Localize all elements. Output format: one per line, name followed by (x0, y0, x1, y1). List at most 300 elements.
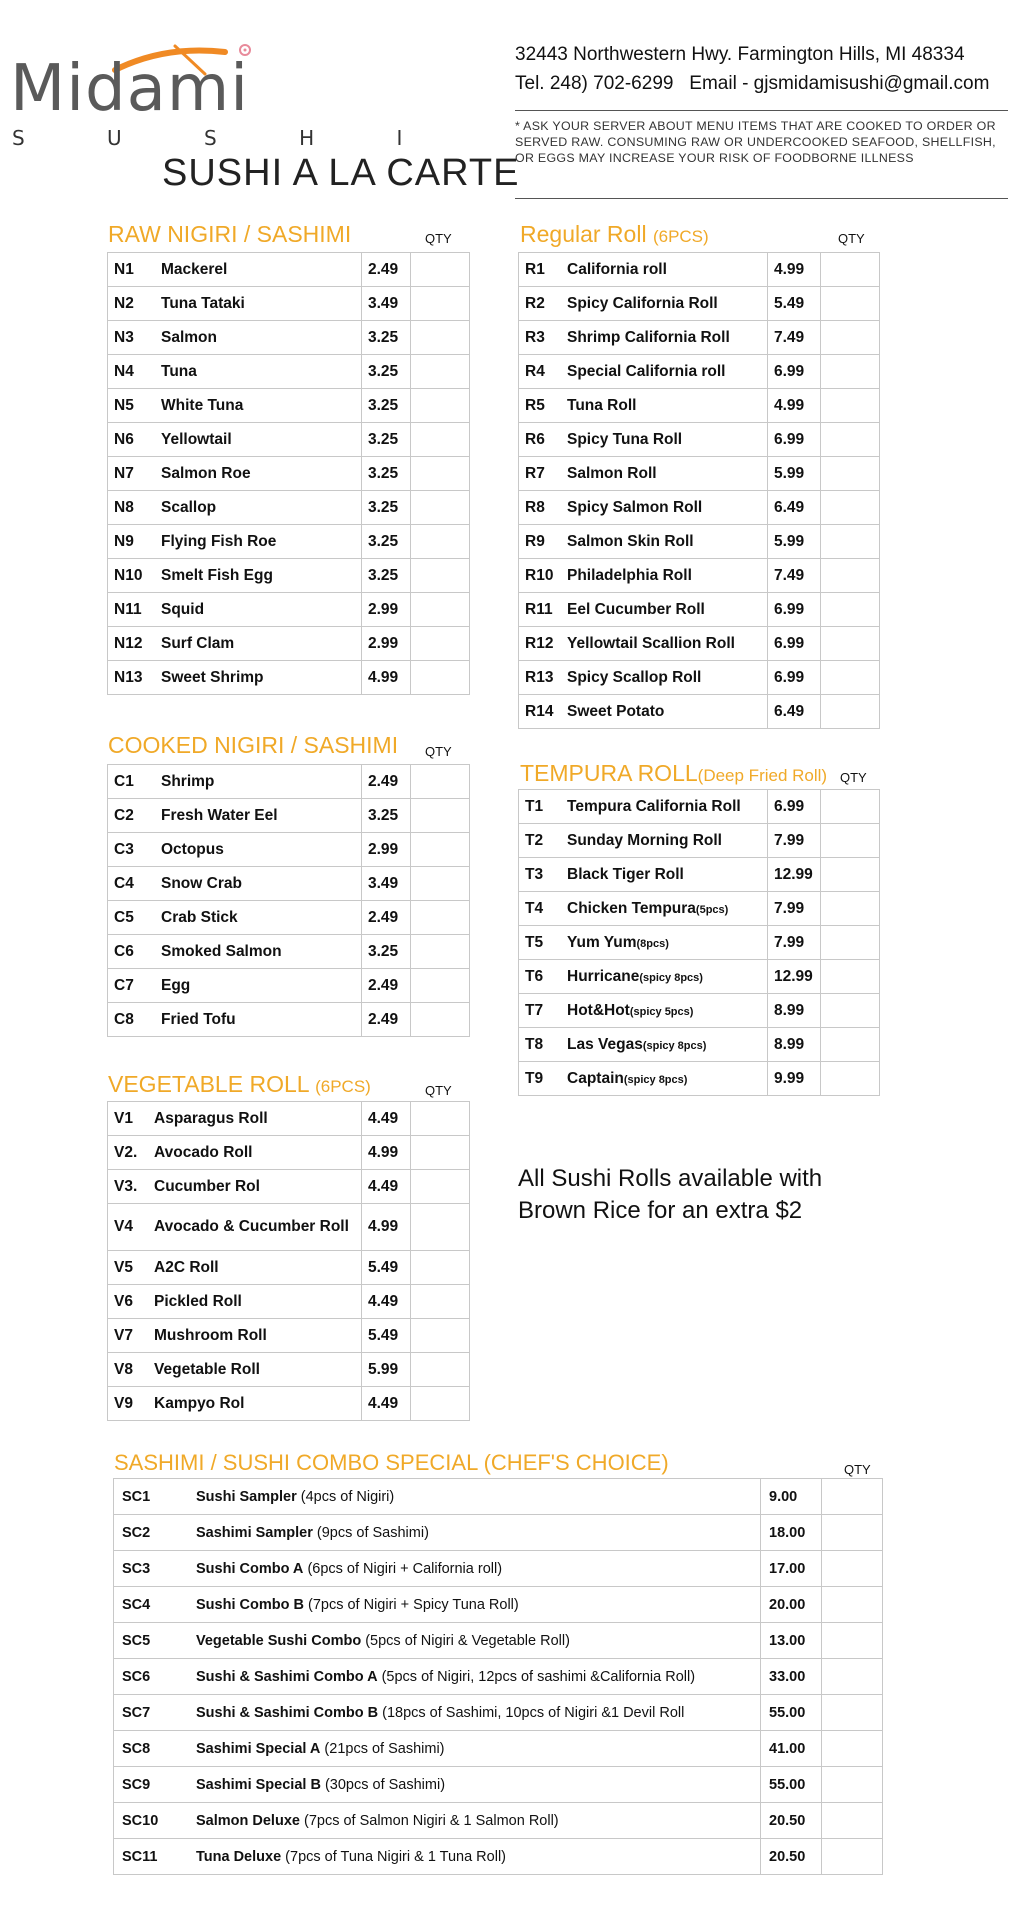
item-name (155, 355, 362, 389)
item-name-text: Philadelphia Roll (567, 566, 692, 584)
qty-input-cell[interactable] (411, 457, 470, 491)
logo-wordmark: Midami (10, 52, 249, 126)
item-code: T8 (519, 1028, 562, 1062)
qty-input-cell[interactable] (411, 1204, 470, 1251)
item-code: C7 (108, 969, 156, 1003)
menu-item-row (108, 935, 470, 969)
item-name (155, 389, 362, 423)
combo-description: (18pcs of Sashimi, 10pcs of Nigiri &1 Devil Roll (382, 1704, 685, 1721)
combo-name (188, 1731, 761, 1767)
item-name-text: Avocado Roll (154, 1143, 253, 1161)
menu-item-row (108, 253, 470, 287)
combo-price: 41.00 (761, 1731, 822, 1767)
item-name (561, 389, 768, 423)
item-name-text: Fried Tofu (161, 1010, 236, 1028)
item-name-text: Salmon Roe (161, 464, 251, 482)
item-price: 7.99 (768, 892, 821, 926)
item-name-text: Octopus (161, 840, 224, 858)
item-note: (spicy 8pcs) (623, 1073, 688, 1086)
item-name-text: Smoked Salmon (161, 942, 282, 960)
qty-input-cell[interactable] (411, 1003, 470, 1037)
qty-input-cell[interactable] (822, 1731, 883, 1767)
menu-item-row (108, 661, 470, 695)
qty-input-cell[interactable] (821, 321, 880, 355)
qty-input-cell[interactable] (411, 627, 470, 661)
qty-input-cell[interactable] (411, 867, 470, 901)
item-code: N5 (108, 389, 156, 423)
qty-input-cell[interactable] (411, 1170, 470, 1204)
item-price: 5.99 (768, 525, 821, 559)
page-title: SUSHI A LA CARTE (162, 152, 520, 194)
item-name-text: Scallop (161, 498, 217, 516)
combo-name-text: Sushi Combo A (196, 1560, 304, 1577)
qty-input-cell[interactable] (821, 525, 880, 559)
item-price: 2.99 (362, 593, 411, 627)
item-name-text: Yellowtail Scallion Roll (567, 634, 735, 652)
item-name-text: Spicy Salmon Roll (567, 498, 703, 516)
qty-input-cell[interactable] (821, 926, 880, 960)
item-code: C1 (108, 765, 156, 799)
menu-item-row (519, 695, 880, 729)
item-name-text: Squid (161, 600, 205, 618)
menu-item-row (519, 960, 880, 994)
item-name (148, 1319, 362, 1353)
header-divider-bottom (515, 198, 1008, 199)
qty-input-cell[interactable] (821, 695, 880, 729)
item-note: (spicy 8pcs) (639, 971, 703, 984)
combo-name-text: Vegetable Sushi Combo (196, 1632, 362, 1649)
raw-nigiri-qty-label: QTY (425, 231, 452, 246)
combo-name-text: Tuna Deluxe (196, 1848, 282, 1865)
qty-input-cell[interactable] (822, 1587, 883, 1623)
item-code: R5 (519, 389, 562, 423)
item-name-text: Chicken Tempura (567, 899, 696, 917)
item-name (148, 1136, 362, 1170)
combo-item-row (114, 1803, 883, 1839)
combo-heading: SASHIMI / SUSHI COMBO SPECIAL (CHEF'S CHOICE) (114, 1450, 669, 1475)
item-name (155, 593, 362, 627)
item-price: 6.99 (768, 790, 821, 824)
combo-item-row (114, 1695, 883, 1731)
qty-input-cell[interactable] (821, 994, 880, 1028)
item-code: N8 (108, 491, 156, 525)
qty-input-cell[interactable] (821, 389, 880, 423)
qty-input-cell[interactable] (821, 892, 880, 926)
item-name-text: Las Vegas (567, 1035, 643, 1053)
menu-item-row (519, 892, 880, 926)
item-name-text: Mushroom Roll (154, 1326, 267, 1344)
item-name-text: Hot&Hot (567, 1001, 630, 1019)
menu-item-row (108, 799, 470, 833)
qty-input-cell[interactable] (821, 824, 880, 858)
item-name (155, 765, 362, 799)
menu-item-row (108, 1387, 470, 1421)
combo-qty-label: QTY (844, 1462, 871, 1477)
combo-price: 18.00 (761, 1515, 822, 1551)
item-code: N12 (108, 627, 156, 661)
item-name (148, 1204, 362, 1251)
item-name (561, 423, 768, 457)
item-name (155, 559, 362, 593)
item-name-text: Fresh Water Eel (161, 806, 278, 824)
vegetable-roll-subtitle: (6PCS) (315, 1077, 371, 1096)
combo-description: (9pcs of Sashimi) (316, 1524, 429, 1541)
qty-input-cell[interactable] (821, 559, 880, 593)
item-note: (spicy 8pcs) (642, 1039, 707, 1052)
item-name-text: Tuna Roll (567, 396, 637, 414)
qty-input-cell[interactable] (821, 491, 880, 525)
combo-description: (5pcs of Nigiri & Vegetable Roll) (365, 1632, 570, 1649)
item-name (561, 559, 768, 593)
item-code: T7 (519, 994, 562, 1028)
menu-item-row (519, 926, 880, 960)
qty-input-cell[interactable] (411, 969, 470, 1003)
menu-item-row (108, 321, 470, 355)
qty-input-cell[interactable] (821, 287, 880, 321)
combo-code: SC6 (114, 1659, 189, 1695)
menu-item-row (108, 901, 470, 935)
combo-code: SC3 (114, 1551, 189, 1587)
item-code: V6 (108, 1285, 149, 1319)
item-name-text: Yellowtail (161, 430, 232, 448)
menu-item-row (108, 765, 470, 799)
item-code: V9 (108, 1387, 149, 1421)
item-name (155, 901, 362, 935)
menu-item-row (519, 593, 880, 627)
item-name-text: A2C Roll (154, 1258, 219, 1276)
item-price: 3.25 (362, 389, 411, 423)
item-name (155, 321, 362, 355)
item-price: 6.99 (768, 593, 821, 627)
item-name-text: Cucumber Rol (154, 1177, 260, 1195)
item-price: 3.25 (362, 799, 411, 833)
qty-input-cell[interactable] (411, 1387, 470, 1421)
qty-input-cell[interactable] (411, 321, 470, 355)
item-name (561, 491, 768, 525)
item-code: T1 (519, 790, 562, 824)
item-name-text: Spicy Tuna Roll (567, 430, 683, 448)
item-price: 4.99 (362, 1136, 411, 1170)
qty-input-cell[interactable] (821, 423, 880, 457)
item-price: 6.49 (768, 695, 821, 729)
item-price: 7.49 (768, 559, 821, 593)
item-name (561, 1028, 768, 1062)
combo-name-text: Salmon Deluxe (196, 1812, 300, 1829)
qty-input-cell[interactable] (411, 765, 470, 799)
qty-input-cell[interactable] (411, 355, 470, 389)
combo-name (188, 1623, 761, 1659)
qty-input-cell[interactable] (411, 901, 470, 935)
menu-item-row (108, 1319, 470, 1353)
item-price: 2.49 (362, 901, 411, 935)
item-name (561, 525, 768, 559)
item-code: C4 (108, 867, 156, 901)
combo-name (188, 1803, 761, 1839)
combo-price: 33.00 (761, 1659, 822, 1695)
item-price: 4.49 (362, 1285, 411, 1319)
item-code: V2. (108, 1136, 149, 1170)
item-name-text: Pickled Roll (154, 1292, 242, 1310)
qty-input-cell[interactable] (411, 593, 470, 627)
menu-item-row (108, 355, 470, 389)
qty-input-cell[interactable] (411, 491, 470, 525)
tempura-roll-qty-label: QTY (840, 770, 867, 785)
item-code: R12 (519, 627, 562, 661)
regular-roll-qty-label: QTY (838, 231, 865, 246)
qty-input-cell[interactable] (821, 661, 880, 695)
item-name (561, 994, 768, 1028)
qty-input-cell[interactable] (821, 253, 880, 287)
menu-item-row (108, 833, 470, 867)
item-note: (8pcs) (636, 937, 669, 950)
vegetable-roll-qty-label: QTY (425, 1083, 452, 1098)
qty-input-cell[interactable] (821, 457, 880, 491)
qty-input-cell[interactable] (411, 525, 470, 559)
combo-name-text: Sushi Sampler (196, 1488, 297, 1505)
item-price: 2.49 (362, 765, 411, 799)
item-name-text: Salmon Roll (567, 464, 657, 482)
item-name-text: Asparagus Roll (154, 1109, 268, 1127)
menu-item-row (108, 1170, 470, 1204)
item-code: N4 (108, 355, 156, 389)
cooked-nigiri-table (107, 764, 470, 1037)
menu-item-row (519, 627, 880, 661)
item-name (561, 661, 768, 695)
qty-input-cell[interactable] (411, 423, 470, 457)
combo-item-row (114, 1659, 883, 1695)
item-name (561, 790, 768, 824)
qty-input-cell[interactable] (822, 1803, 883, 1839)
menu-item-row (108, 423, 470, 457)
item-name (148, 1387, 362, 1421)
menu-item-row (108, 969, 470, 1003)
qty-input-cell[interactable] (411, 799, 470, 833)
qty-input-cell[interactable] (411, 559, 470, 593)
item-name (155, 1003, 362, 1037)
menu-item-row (519, 858, 880, 892)
item-name-text: Eel Cucumber Roll (567, 600, 705, 618)
menu-item-row (519, 1062, 880, 1096)
item-name (561, 355, 768, 389)
item-name (561, 253, 768, 287)
menu-item-row (519, 525, 880, 559)
qty-input-cell[interactable] (411, 287, 470, 321)
item-price: 3.25 (362, 423, 411, 457)
item-code: R8 (519, 491, 562, 525)
qty-input-cell[interactable] (821, 790, 880, 824)
qty-input-cell[interactable] (821, 858, 880, 892)
item-name-text: Smelt Fish Egg (161, 566, 273, 584)
menu-item-row (519, 321, 880, 355)
item-code: V7 (108, 1319, 149, 1353)
item-code: N10 (108, 559, 156, 593)
menu-item-row (519, 355, 880, 389)
item-code: R7 (519, 457, 562, 491)
item-price: 3.25 (362, 321, 411, 355)
item-name (561, 960, 768, 994)
item-name (561, 1062, 768, 1096)
menu-item-row (108, 389, 470, 423)
combo-item-row (114, 1479, 883, 1515)
item-name-text: Spicy Scallop Roll (567, 668, 702, 686)
item-price: 12.99 (768, 960, 821, 994)
qty-input-cell[interactable] (822, 1695, 883, 1731)
regular-roll-heading (520, 221, 709, 248)
menu-item-row (519, 389, 880, 423)
item-price: 3.25 (362, 935, 411, 969)
combo-item-row (114, 1515, 883, 1551)
item-name-text: White Tuna (161, 396, 244, 414)
qty-input-cell[interactable] (411, 1353, 470, 1387)
item-price: 6.99 (768, 627, 821, 661)
item-price: 5.49 (768, 287, 821, 321)
cooked-nigiri-qty-label: QTY (425, 744, 452, 759)
qty-input-cell[interactable] (821, 355, 880, 389)
item-name (155, 935, 362, 969)
item-name (561, 892, 768, 926)
menu-item-row (108, 287, 470, 321)
qty-input-cell[interactable] (821, 627, 880, 661)
combo-code: SC10 (114, 1803, 189, 1839)
menu-item-row (108, 1353, 470, 1387)
item-name (561, 593, 768, 627)
item-price: 7.99 (768, 824, 821, 858)
combo-price: 20.50 (761, 1803, 822, 1839)
item-name (561, 321, 768, 355)
item-price: 6.49 (768, 491, 821, 525)
qty-input-cell[interactable] (411, 1136, 470, 1170)
qty-input-cell[interactable] (411, 1285, 470, 1319)
item-price: 6.99 (768, 423, 821, 457)
combo-code: SC1 (114, 1479, 189, 1515)
item-name (155, 253, 362, 287)
combo-name-text: Sashimi Special A (196, 1740, 321, 1757)
qty-input-cell[interactable] (411, 935, 470, 969)
qty-input-cell[interactable] (821, 960, 880, 994)
item-name (155, 833, 362, 867)
item-code: N7 (108, 457, 156, 491)
item-price: 8.99 (768, 1028, 821, 1062)
qty-input-cell[interactable] (411, 1102, 470, 1136)
qty-input-cell[interactable] (411, 833, 470, 867)
item-price: 5.99 (768, 457, 821, 491)
item-name-text: Vegetable Roll (154, 1360, 260, 1378)
item-name-text: California roll (567, 260, 667, 278)
item-code: R13 (519, 661, 562, 695)
item-name-text: Salmon Skin Roll (567, 532, 694, 550)
item-name (561, 926, 768, 960)
item-name (561, 695, 768, 729)
menu-item-row (519, 457, 880, 491)
qty-input-cell[interactable] (411, 1251, 470, 1285)
qty-input-cell[interactable] (822, 1659, 883, 1695)
combo-name-text: Sushi Combo B (196, 1596, 304, 1613)
regular-roll-table (518, 252, 880, 729)
combo-item-row (114, 1839, 883, 1875)
qty-input-cell[interactable] (411, 1319, 470, 1353)
menu-item-row (519, 824, 880, 858)
combo-name (188, 1479, 761, 1515)
item-name (155, 287, 362, 321)
qty-input-cell[interactable] (821, 593, 880, 627)
combo-code: SC9 (114, 1767, 189, 1803)
qty-input-cell[interactable] (411, 661, 470, 695)
menu-item-row (108, 1204, 470, 1251)
item-price: 7.49 (768, 321, 821, 355)
item-code: R9 (519, 525, 562, 559)
qty-input-cell[interactable] (822, 1515, 883, 1551)
qty-input-cell[interactable] (411, 253, 470, 287)
combo-item-row (114, 1551, 883, 1587)
item-price: 4.49 (362, 1170, 411, 1204)
item-price: 6.99 (768, 661, 821, 695)
item-price: 2.49 (362, 969, 411, 1003)
qty-input-cell[interactable] (822, 1479, 883, 1515)
combo-description: (4pcs of Nigiri) (300, 1488, 395, 1505)
menu-item-row (519, 423, 880, 457)
item-name-text: Special California roll (567, 362, 726, 380)
item-name-text: Captain (567, 1069, 624, 1087)
combo-price: 13.00 (761, 1623, 822, 1659)
qty-input-cell[interactable] (411, 389, 470, 423)
item-code: V5 (108, 1251, 149, 1285)
qty-input-cell[interactable] (822, 1623, 883, 1659)
item-code: N9 (108, 525, 156, 559)
combo-description: (21pcs of Sashimi) (324, 1740, 445, 1757)
item-code: N11 (108, 593, 156, 627)
regular-roll-subtitle: (6PCS) (652, 227, 709, 246)
item-note: (5pcs) (695, 903, 729, 916)
menu-item-row (519, 790, 880, 824)
item-name (148, 1251, 362, 1285)
menu-item-row (108, 1285, 470, 1319)
menu-item-row (519, 287, 880, 321)
combo-name (188, 1587, 761, 1623)
combo-name (188, 1839, 761, 1875)
combo-code: SC8 (114, 1731, 189, 1767)
item-name (148, 1285, 362, 1319)
combo-table (113, 1478, 883, 1875)
raw-nigiri-table (107, 252, 470, 695)
item-code: T2 (519, 824, 562, 858)
item-price: 3.49 (362, 867, 411, 901)
item-code: N6 (108, 423, 156, 457)
item-name-text: Shrimp California Roll (567, 328, 730, 346)
qty-input-cell[interactable] (821, 1028, 880, 1062)
combo-name (188, 1551, 761, 1587)
combo-code: SC11 (114, 1839, 189, 1875)
qty-input-cell[interactable] (822, 1551, 883, 1587)
combo-price: 9.00 (761, 1479, 822, 1515)
item-code: T6 (519, 960, 562, 994)
item-name-text: Shrimp (161, 772, 215, 790)
item-code: C5 (108, 901, 156, 935)
item-name (148, 1170, 362, 1204)
item-name-text: Black Tiger Roll (567, 865, 684, 883)
combo-description: (7pcs of Tuna Nigiri & 1 Tuna Roll) (285, 1848, 506, 1865)
combo-name (188, 1659, 761, 1695)
combo-code: SC5 (114, 1623, 189, 1659)
qty-input-cell[interactable] (821, 1062, 880, 1096)
item-name-text: Egg (161, 976, 191, 994)
qty-input-cell[interactable] (822, 1767, 883, 1803)
item-price: 5.49 (362, 1319, 411, 1353)
item-price: 8.99 (768, 994, 821, 1028)
qty-input-cell[interactable] (822, 1839, 883, 1875)
item-name-text: Sweet Potato (567, 702, 665, 720)
menu-item-row (108, 1251, 470, 1285)
menu-item-row (519, 1028, 880, 1062)
